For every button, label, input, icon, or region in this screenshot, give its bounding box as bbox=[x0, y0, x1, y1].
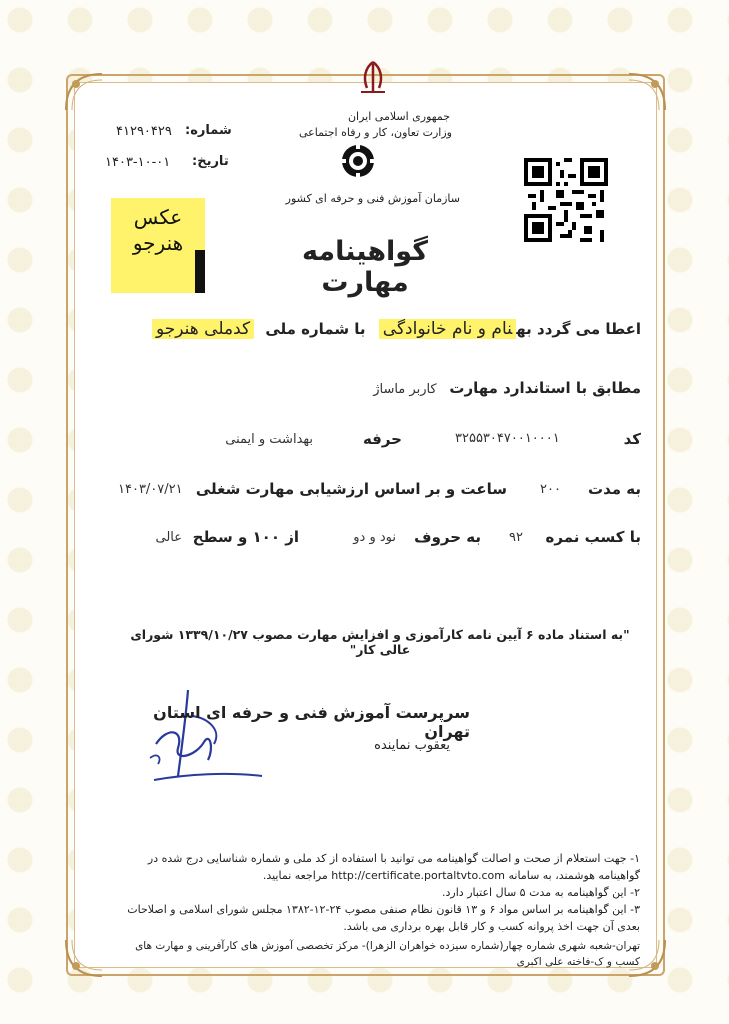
gov-line-1: جمهوری اسلامی ایران bbox=[347, 110, 450, 123]
in-words-value: نود و دو bbox=[353, 530, 396, 545]
trade-value: بهداشت و ایمنی bbox=[225, 432, 313, 447]
out-of-level-label: از ۱۰۰ و سطح bbox=[192, 528, 299, 546]
issue-date: ۱۴۰۳-۱۰-۰۱ bbox=[105, 155, 171, 170]
standard-label: مطابق با استاندارد مهارت bbox=[449, 379, 641, 397]
photo-label-line1: عکس bbox=[133, 205, 183, 229]
standard-line bbox=[373, 379, 641, 397]
code-label: کد bbox=[623, 430, 641, 448]
national-id-label: با شماره ملی bbox=[265, 320, 366, 338]
legal-basis-statement: "به استناد ماده ۶ آیین نامه کارآموزی و افزایش مهارت مصوب ۱۳۳۹/۱۰/۲۷ شورای عالی کار" bbox=[130, 627, 630, 657]
duration-label: به مدت bbox=[588, 480, 641, 498]
photo-label-line2: هنرجو bbox=[132, 231, 184, 255]
granted-to-line bbox=[152, 319, 641, 339]
level-value: عالی bbox=[155, 530, 182, 545]
granted-prefix: اعطا می گردد به bbox=[516, 320, 641, 338]
gov-line-2: وزارت تعاون، کار و رفاه اجتماعی bbox=[298, 126, 452, 139]
footnotes bbox=[120, 850, 640, 935]
organization-name: سازمان آموزش فنی و حرفه ای کشور bbox=[285, 192, 460, 205]
corner-ornament-icon bbox=[609, 70, 669, 130]
hours-assessment-label: ساعت و بر اساس ارزشیابی مهارت شغلی bbox=[195, 480, 507, 498]
signatory-name: یعقوب نماینده bbox=[374, 738, 450, 753]
student-photo-placeholder bbox=[111, 198, 205, 293]
footnote-2: ۲- این گواهینامه به مدت ۵ سال اعتبار دارد. bbox=[442, 886, 640, 899]
qr-code-icon bbox=[524, 158, 608, 242]
score-label: با کسب نمره bbox=[545, 528, 641, 546]
duration-value: ۲۰۰ bbox=[540, 482, 561, 497]
score-value: ۹۲ bbox=[509, 530, 523, 545]
standard-value: کاربر ماساژ bbox=[373, 382, 437, 397]
corner-ornament-icon bbox=[62, 70, 122, 130]
in-words-label: به حروف bbox=[414, 528, 481, 546]
date-label: تاریخ: bbox=[192, 154, 229, 169]
number-label: شماره: bbox=[185, 123, 232, 138]
footnote-1: ۱- جهت استعلام از صحت و اصالت گواهینامه می توانید با استفاده از کد ملی و شماره شناسایی درج شده در گواهینامه هوشمند، به سامانه http://certificate.portaltvto.com مراجعه نمایید. bbox=[147, 852, 640, 882]
footnote-3: ۳- این گواهینامه بر اساس مواد ۶ و ۱۳ قانون نظام صنفی مصوب ۲۴-۱۲-۱۳۸۲ مجلس شورای اسلامی و اصلاحات بعدی آن جهت اخذ پروانه کسب و کار قابل بهره برداری می باشد. bbox=[127, 903, 640, 933]
tvto-logo-icon bbox=[340, 143, 376, 179]
code-value: ۳۲۵۵۳۰۴۷۰۰۱۰۰۰۱ bbox=[455, 431, 560, 446]
iran-emblem-icon bbox=[355, 58, 391, 98]
certificate-number: ۴۱۲۹۰۴۲۹ bbox=[116, 124, 172, 139]
corner-ornament-icon bbox=[62, 920, 122, 980]
trade-label: حرفه bbox=[362, 430, 402, 448]
signatory-title: سرپرست آموزش فنی و حرفه ای استان تهران bbox=[153, 703, 470, 741]
issuing-center-address: تهران-شعبه شهری شماره چهار(شماره سیزده خواهران الزهرا)- مرکز تخصصی آموزش های کارآفرینی و مهارت های کسب و ک-فاخته علی اکبری bbox=[135, 940, 640, 968]
assessment-date: ۱۴۰۳/۰۷/۲۱ bbox=[118, 482, 183, 497]
certificate-title: گواهینامه مهارت bbox=[302, 236, 428, 298]
national-id-placeholder: کدملی هنرجو bbox=[152, 319, 254, 339]
name-placeholder: نام و نام خانوادگی bbox=[379, 319, 516, 339]
